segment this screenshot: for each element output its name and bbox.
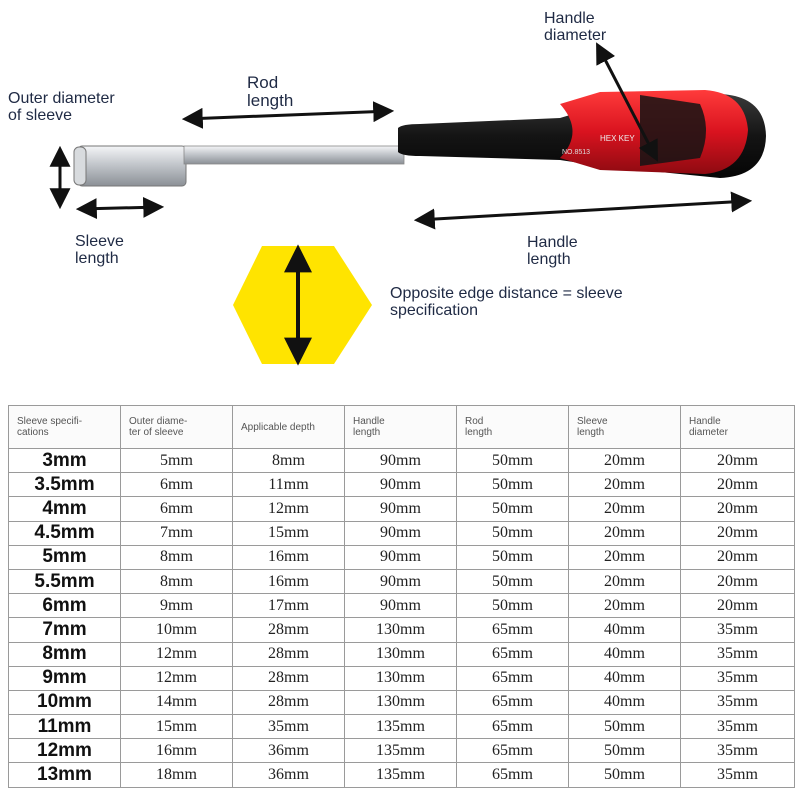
cell-handle-length: 90mm (345, 497, 457, 521)
cell-rod-length: 65mm (457, 739, 569, 763)
cell-outer-diameter: 8mm (121, 569, 233, 593)
cell-spec: 3mm (9, 449, 121, 473)
cell-spec: 4mm (9, 497, 121, 521)
sleeve-length-arrow (80, 207, 160, 209)
cell-handle-diameter: 20mm (681, 521, 795, 545)
cell-applicable-depth: 28mm (233, 666, 345, 690)
cell-handle-length: 135mm (345, 715, 457, 739)
table-body (9, 449, 795, 788)
cell-outer-diameter: 7mm (121, 521, 233, 545)
cell-sleeve-length: 50mm (569, 715, 681, 739)
cell-handle-length: 90mm (345, 569, 457, 593)
cell-outer-diameter: 6mm (121, 497, 233, 521)
cell-outer-diameter: 14mm (121, 690, 233, 714)
table-row (9, 666, 795, 690)
cell-handle-length: 90mm (345, 545, 457, 569)
cell-rod-length: 50mm (457, 569, 569, 593)
cell-handle-diameter: 35mm (681, 618, 795, 642)
table-row (9, 473, 795, 497)
table-row (9, 521, 795, 545)
cell-outer-diameter: 15mm (121, 715, 233, 739)
cell-spec: 10mm (9, 690, 121, 714)
cell-sleeve-length: 40mm (569, 690, 681, 714)
table-row (9, 763, 795, 787)
cell-spec: 7mm (9, 618, 121, 642)
cell-handle-length: 90mm (345, 594, 457, 618)
header-applicable-depth: Applicable depth (233, 406, 345, 449)
hexagon-shape (233, 246, 372, 364)
cell-spec: 13mm (9, 763, 121, 787)
cell-handle-length: 90mm (345, 473, 457, 497)
cell-applicable-depth: 16mm (233, 569, 345, 593)
cell-applicable-depth: 11mm (233, 473, 345, 497)
cell-handle-length: 130mm (345, 666, 457, 690)
cell-handle-diameter: 20mm (681, 569, 795, 593)
cell-handle-diameter: 35mm (681, 690, 795, 714)
cell-applicable-depth: 36mm (233, 739, 345, 763)
cell-handle-length: 130mm (345, 642, 457, 666)
cell-spec: 3.5mm (9, 473, 121, 497)
cell-sleeve-length: 20mm (569, 449, 681, 473)
cell-handle-length: 90mm (345, 449, 457, 473)
cell-sleeve-length: 20mm (569, 497, 681, 521)
cell-applicable-depth: 15mm (233, 521, 345, 545)
cell-sleeve-length: 20mm (569, 521, 681, 545)
cell-rod-length: 65mm (457, 666, 569, 690)
header-rod-length: Rod length (457, 406, 569, 449)
rod-length-label: Rod length (247, 73, 294, 110)
opposite-edge-label: Opposite edge distance = sleeve specification (390, 285, 623, 319)
cell-sleeve-length: 20mm (569, 545, 681, 569)
cell-spec: 6mm (9, 594, 121, 618)
table-row (9, 594, 795, 618)
handle-diameter-label: Handle diameter (544, 10, 607, 44)
cell-outer-diameter: 12mm (121, 642, 233, 666)
cell-rod-length: 50mm (457, 594, 569, 618)
cell-rod-length: 65mm (457, 715, 569, 739)
cell-sleeve-length: 50mm (569, 763, 681, 787)
cell-handle-diameter: 35mm (681, 642, 795, 666)
table-row (9, 690, 795, 714)
cell-outer-diameter: 10mm (121, 618, 233, 642)
cell-spec: 11mm (9, 715, 121, 739)
cell-handle-length: 90mm (345, 521, 457, 545)
cell-handle-diameter: 20mm (681, 545, 795, 569)
cell-sleeve-length: 40mm (569, 666, 681, 690)
cell-handle-diameter: 20mm (681, 449, 795, 473)
table-header-row (9, 406, 795, 449)
cell-spec: 8mm (9, 642, 121, 666)
cell-rod-length: 50mm (457, 449, 569, 473)
cell-rod-length: 50mm (457, 473, 569, 497)
header-handle-length: Handle length (345, 406, 457, 449)
cell-applicable-depth: 17mm (233, 594, 345, 618)
cell-outer-diameter: 18mm (121, 763, 233, 787)
cell-outer-diameter: 8mm (121, 545, 233, 569)
nut-driver-illustration (0, 0, 800, 395)
sleeve (78, 146, 186, 186)
rod (184, 146, 404, 164)
cell-handle-diameter: 35mm (681, 763, 795, 787)
cell-handle-diameter: 20mm (681, 594, 795, 618)
cell-outer-diameter: 5mm (121, 449, 233, 473)
product-diagram (0, 0, 800, 395)
cell-rod-length: 65mm (457, 763, 569, 787)
table-row (9, 642, 795, 666)
handle-length-label: Handle length (527, 234, 578, 268)
cell-handle-length: 130mm (345, 690, 457, 714)
header-outer-diameter: Outer diame- ter of sleeve (121, 406, 233, 449)
cell-applicable-depth: 35mm (233, 715, 345, 739)
cell-applicable-depth: 8mm (233, 449, 345, 473)
cell-rod-length: 50mm (457, 497, 569, 521)
cell-sleeve-length: 50mm (569, 739, 681, 763)
cell-applicable-depth: 28mm (233, 618, 345, 642)
header-sleeve-length: Sleeve length (569, 406, 681, 449)
table-row (9, 739, 795, 763)
cell-applicable-depth: 28mm (233, 690, 345, 714)
sleeve-opening (74, 147, 86, 185)
cell-sleeve-length: 20mm (569, 569, 681, 593)
cell-handle-length: 130mm (345, 618, 457, 642)
cell-handle-diameter: 35mm (681, 739, 795, 763)
cell-outer-diameter: 16mm (121, 739, 233, 763)
cell-sleeve-length: 20mm (569, 473, 681, 497)
table-row (9, 497, 795, 521)
header-sleeve-specifications: Sleeve specifi- cations (9, 406, 121, 449)
outer-diameter-label: Outer diameter of sleeve (8, 90, 115, 124)
cell-handle-diameter: 35mm (681, 666, 795, 690)
rod-length-arrow (186, 111, 390, 119)
cell-spec: 5mm (9, 545, 121, 569)
cell-applicable-depth: 12mm (233, 497, 345, 521)
header-handle-diameter: Handle diameter (681, 406, 795, 449)
cell-handle-diameter: 35mm (681, 715, 795, 739)
cell-handle-length: 135mm (345, 763, 457, 787)
handle-print: HEX KEY (600, 134, 635, 143)
cell-applicable-depth: 16mm (233, 545, 345, 569)
cell-spec: 12mm (9, 739, 121, 763)
table-row (9, 715, 795, 739)
table-row (9, 569, 795, 593)
specification-table (8, 405, 795, 788)
cell-rod-length: 50mm (457, 521, 569, 545)
cell-outer-diameter: 12mm (121, 666, 233, 690)
cell-sleeve-length: 40mm (569, 618, 681, 642)
cell-rod-length: 65mm (457, 642, 569, 666)
cell-spec: 4.5mm (9, 521, 121, 545)
sleeve-length-label: Sleeve length (75, 233, 124, 267)
cell-handle-length: 135mm (345, 739, 457, 763)
cell-spec: 5.5mm (9, 569, 121, 593)
cell-rod-length: 65mm (457, 690, 569, 714)
table-row (9, 545, 795, 569)
table-row (9, 449, 795, 473)
handle-model: NO.8513 (562, 149, 591, 156)
cell-outer-diameter: 6mm (121, 473, 233, 497)
cell-applicable-depth: 28mm (233, 642, 345, 666)
cell-sleeve-length: 40mm (569, 642, 681, 666)
cell-rod-length: 65mm (457, 618, 569, 642)
table-row (9, 618, 795, 642)
handle-length-arrow (418, 201, 748, 220)
cell-outer-diameter: 9mm (121, 594, 233, 618)
cell-rod-length: 50mm (457, 545, 569, 569)
cell-handle-diameter: 20mm (681, 473, 795, 497)
cell-sleeve-length: 20mm (569, 594, 681, 618)
cell-spec: 9mm (9, 666, 121, 690)
cell-handle-diameter: 20mm (681, 497, 795, 521)
cell-applicable-depth: 36mm (233, 763, 345, 787)
